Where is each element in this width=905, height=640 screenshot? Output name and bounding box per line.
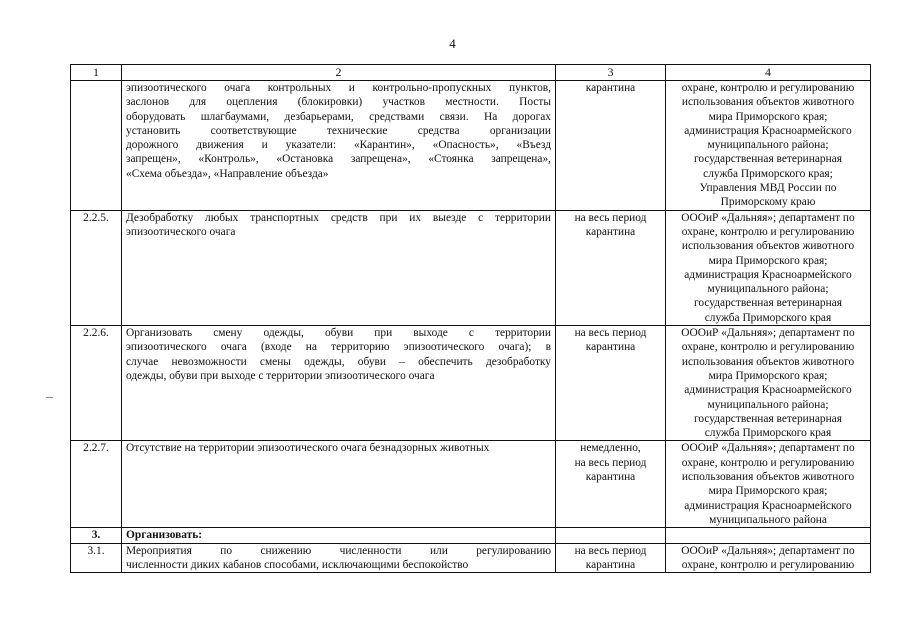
measures-table xyxy=(70,64,871,573)
measure-description-line: эпизоотического очага xyxy=(126,225,236,238)
measure-period xyxy=(556,210,666,325)
measure-description-line: одежды, обуви при выходе с территории эпизоотического очага xyxy=(126,369,435,382)
responsible-parties-line: использования объектов животного xyxy=(681,355,855,368)
table-row xyxy=(71,441,871,528)
responsible-parties-line: ОООиР «Дальняя»; департамент по xyxy=(681,327,855,340)
responsible-parties-line: администрация Красноармейского xyxy=(684,384,852,397)
column-header: 2 xyxy=(122,65,556,81)
measure-description-line: Организовать смену одежды, обуви при выходе с территории xyxy=(126,327,551,340)
item-number: 2.2.7. xyxy=(71,441,122,528)
responsible-parties-line: ОООиР «Дальняя»; департамент по xyxy=(681,544,855,557)
item-number: 3. xyxy=(71,528,122,543)
measure-period-line: на весь период xyxy=(574,544,647,557)
responsible-parties-line: мира Приморского края; xyxy=(708,369,828,382)
measure-description-line: заслонов для оцепления (блокировки) участков местности. Посты xyxy=(126,96,551,109)
responsible-parties xyxy=(666,81,871,211)
margin-mark xyxy=(46,397,53,398)
responsible-parties-line: мира Приморского края; xyxy=(708,485,828,498)
measure-description xyxy=(122,210,556,325)
measure-description-line: оборудовать шлагбаумами, дезбарьерами, средствами связи. На дорогах xyxy=(126,110,551,123)
measure-description-line: Дезобработку любых транспортных средств при их выезде с территории xyxy=(126,211,551,224)
measure-period xyxy=(556,326,666,441)
page-number: 4 xyxy=(449,36,456,51)
measure-period-line: на весь период xyxy=(574,211,647,224)
responsible-parties-line: использования объектов животного xyxy=(681,96,855,109)
responsible-parties-line: Приморскому краю xyxy=(720,196,816,209)
responsible-parties-line: администрация Красноармейского xyxy=(684,268,852,281)
measure-description-line: дорожного движения и указатели: «Карантин», «Опасность», «Въезд xyxy=(126,139,551,152)
measure-period-line: карантина xyxy=(585,225,636,238)
measure-period-line: карантина xyxy=(585,82,636,94)
table-row xyxy=(71,528,871,543)
responsible-parties-line: служба Приморского края xyxy=(704,427,832,440)
measure-description-line: «Схема объезда», «Направление объезда» xyxy=(126,167,329,180)
table-row xyxy=(71,81,871,211)
responsible-parties-line: государственная ветеринарная xyxy=(694,153,842,166)
measure-description-line: Отсутствие на территории эпизоотического очага безнадзорных животных xyxy=(126,442,490,455)
measure-description-line: Мероприятия по снижению численности или регулированию xyxy=(126,544,551,557)
measure-period xyxy=(556,543,666,573)
measure-description-line: запрещен», «Контроль», «Остановка запрещена», «Стоянка запрещена», xyxy=(126,153,551,166)
measure-description xyxy=(122,528,556,543)
measure-period-line: карантина xyxy=(585,471,636,484)
measure-description-line: Организовать: xyxy=(126,529,203,542)
measure-description-line: эпизоотического очага (входе на территорию эпизоотического очага); в xyxy=(126,341,551,354)
column-header: 4 xyxy=(666,65,871,81)
responsible-parties-line: муниципального района; xyxy=(707,139,829,152)
measure-period-line: на весь период xyxy=(574,327,647,340)
responsible-parties-line: служба Приморского края; xyxy=(703,167,833,180)
responsible-parties-line: муниципального района xyxy=(709,513,827,526)
measure-description xyxy=(122,441,556,528)
measure-description-line: эпизоотического очага контрольных и контрольно-пропускных пунктов, xyxy=(126,82,551,94)
measure-period-line: карантина xyxy=(585,341,636,354)
responsible-parties-line: служба Приморского края xyxy=(704,311,832,324)
responsible-parties-line: государственная ветеринарная xyxy=(694,412,842,425)
responsible-parties-line: Управления МВД России по xyxy=(699,182,837,195)
measure-description-line: случае невозможности смены одежды, обуви – обеспечить дезобработку xyxy=(126,355,551,368)
responsible-parties-line: использования объектов животного xyxy=(681,240,855,253)
responsible-parties-line: ОООиР «Дальняя»; департамент по xyxy=(681,211,855,224)
responsible-parties-line: администрация Красноармейского xyxy=(684,124,852,137)
responsible-parties-line: муниципального района; xyxy=(707,398,829,411)
responsible-parties-line: охране, контролю и регулированию xyxy=(681,225,855,238)
responsible-parties-line: охране, контролю и регулированию xyxy=(681,558,855,571)
measure-description xyxy=(122,326,556,441)
column-header: 1 xyxy=(71,65,122,81)
responsible-parties-line: муниципального района; xyxy=(707,283,829,296)
measure-description-line: установить соответствующие технические средства организации xyxy=(126,124,551,137)
measure-description xyxy=(122,543,556,573)
item-number: 2.2.6. xyxy=(71,326,122,441)
table-row xyxy=(71,210,871,325)
item-number xyxy=(71,81,122,211)
responsible-parties-line: охране, контролю и регулированию xyxy=(681,456,855,469)
responsible-parties xyxy=(666,543,871,573)
item-number: 2.2.5. xyxy=(71,210,122,325)
table-row xyxy=(71,326,871,441)
responsible-parties-line: ОООиР «Дальняя»; департамент по xyxy=(681,442,855,455)
responsible-parties xyxy=(666,441,871,528)
responsible-parties-line: использования объектов животного xyxy=(681,471,855,484)
measure-description xyxy=(122,81,556,211)
responsible-parties xyxy=(666,326,871,441)
responsible-parties-line: охране, контролю и регулированию xyxy=(681,82,855,94)
measure-period xyxy=(556,528,666,543)
column-header: 3 xyxy=(556,65,666,81)
responsible-parties xyxy=(666,210,871,325)
responsible-parties-line: государственная ветеринарная xyxy=(694,297,842,310)
table-header-row xyxy=(71,65,871,81)
measure-period xyxy=(556,81,666,211)
table-row xyxy=(71,543,871,573)
measure-period-line: карантина xyxy=(585,558,636,571)
measure-period-line: немедленно, xyxy=(580,442,641,455)
responsible-parties xyxy=(666,528,871,543)
responsible-parties-line: администрация Красноармейского xyxy=(684,499,852,512)
measure-period xyxy=(556,441,666,528)
measure-description-line: численности диких кабанов способами, исключающими беспокойство xyxy=(126,558,469,571)
responsible-parties-line: мира Приморского края; xyxy=(708,254,828,267)
measure-period-line: на весь период xyxy=(574,456,647,469)
item-number: 3.1. xyxy=(71,543,122,573)
responsible-parties-line: мира Приморского края; xyxy=(708,110,828,123)
responsible-parties-line: охране, контролю и регулированию xyxy=(681,341,855,354)
